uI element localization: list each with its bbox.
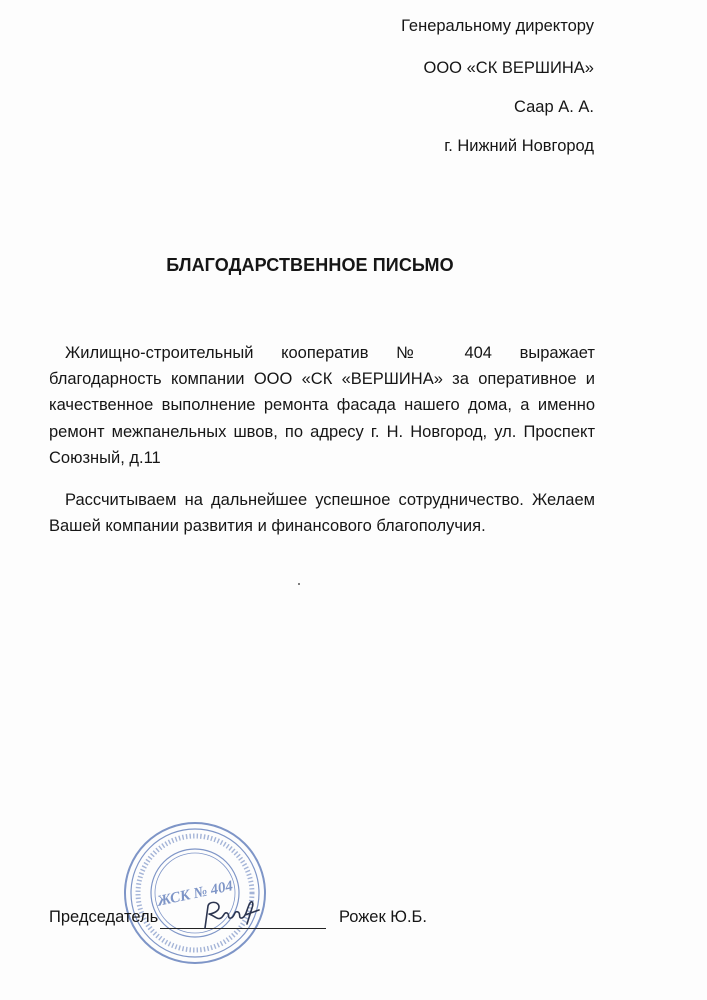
addressee-city: г. Нижний Новгород	[444, 137, 594, 155]
organization-stamp	[120, 818, 270, 968]
signatory-name: Рожек Ю.Б.	[339, 908, 427, 926]
signatory-role: Председатель	[49, 908, 159, 926]
handwritten-signature	[197, 898, 267, 932]
body-paragraph-1-text: Жилищно-строительный кооператив № 404 выражает благодарность компании ООО «СК «ВЕРШИНА» за оперативное и качественное выполнение ремонта фасада нашего дома, а именно ремонт межпанельных швов, по адресу г. Н. Новгород, ул. Проспект Союзный, д.11	[49, 344, 595, 467]
stamp-center-text: ЖСК № 404	[155, 878, 235, 910]
addressee-company: ООО «СК ВЕРШИНА»	[423, 59, 594, 77]
scan-speck	[298, 583, 300, 585]
addressee-name: Саар А. А.	[514, 98, 594, 116]
addressee-position: Генеральному директору	[401, 17, 594, 35]
letter-title: БЛАГОДАРСТВЕННОЕ ПИСЬМО	[166, 255, 454, 275]
body-paragraph-2	[49, 487, 595, 539]
body-paragraph-1	[49, 340, 595, 471]
body-paragraph-2-text: Рассчитываем на дальнейшее успешное сотрудничество. Желаем Вашей компании развития и финансового благополучия.	[49, 491, 595, 536]
